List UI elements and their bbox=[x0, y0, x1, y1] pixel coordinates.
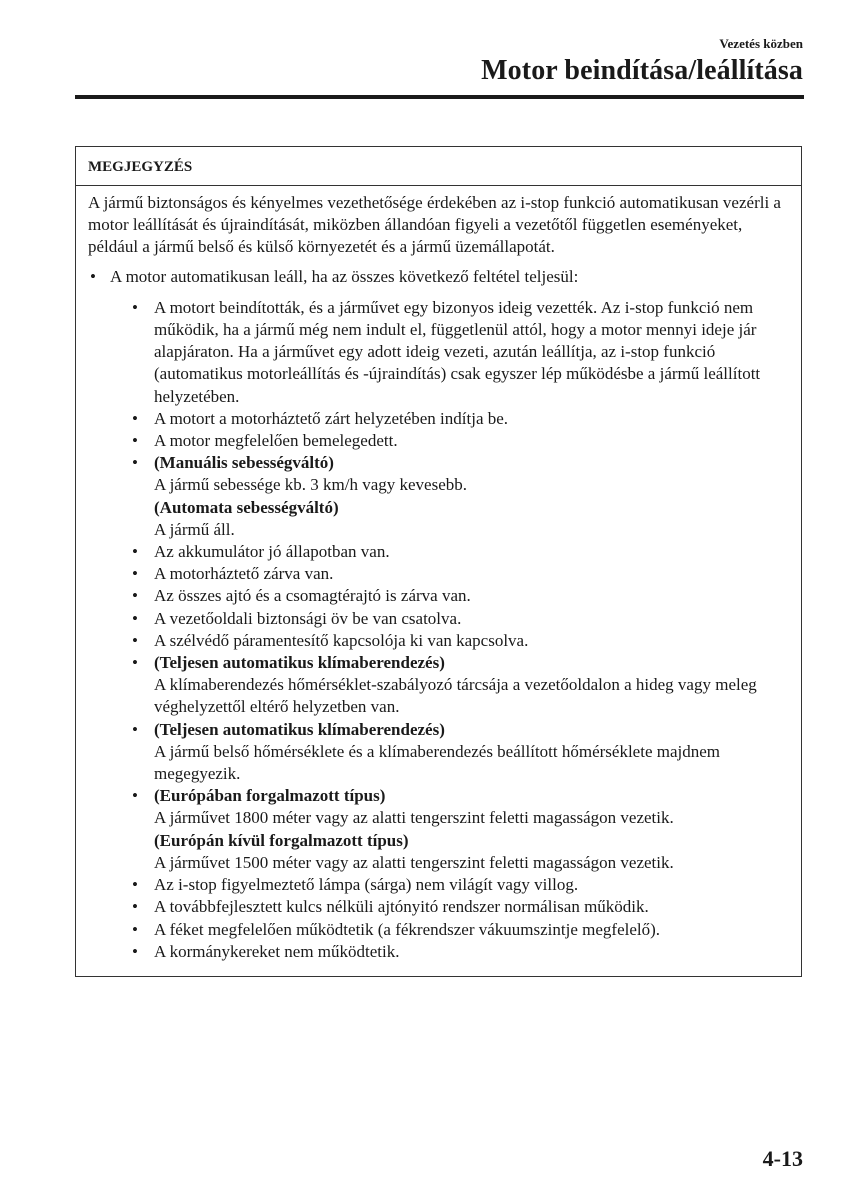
main-bullet-text: A motor automatikusan leáll, ha az összes következő feltétel teljesül: bbox=[110, 266, 579, 286]
condition-item bbox=[132, 896, 791, 918]
note-body bbox=[76, 186, 801, 963]
bullet-icon: • bbox=[132, 408, 138, 428]
condition-item bbox=[132, 785, 791, 874]
page-title: Motor beindítása/leállítása bbox=[481, 55, 803, 86]
condition-text: A járművet 1500 méter vagy az alatti tengerszint feletti magasságon vezetik. bbox=[154, 852, 674, 872]
condition-text: A kormánykereket nem működtetik. bbox=[154, 941, 400, 961]
main-bullet-item bbox=[88, 266, 791, 963]
note-intro: A jármű biztonságos és kényelmes vezethetősége érdekében az i-stop funkció automatikusan vezérli a motor leállítását és újraindítását, miközben állandóan figyeli a vezetőtől független eseményeket, például a jármű belső és külső környezetét és a jármű üzemállapotát. bbox=[88, 193, 781, 257]
condition-item bbox=[132, 297, 791, 408]
bullet-icon: • bbox=[132, 608, 138, 628]
bullet-icon: • bbox=[132, 297, 138, 317]
page-number: 4-13 bbox=[762, 1146, 803, 1171]
condition-subheading: (Teljesen automatikus klímaberendezés) bbox=[154, 653, 445, 673]
condition-text: A motort beindították, és a járművet egy bizonyos ideig vezették. Az i-stop funkció nem működik, ha a jármű még nem indult el, függetlenül attól, hogy a motor mennyi ideje jár alapjáraton. Ha a járművet egy adott ideig vezeti, azután leállítja, az i-stop funkció (automatikus motorleállítás és -újraindítás) csak egyszer lép működésbe a jármű leállított helyzetében. bbox=[154, 297, 761, 406]
note-box bbox=[75, 146, 802, 977]
bullet-icon: • bbox=[132, 453, 138, 473]
bullet-icon: • bbox=[132, 630, 138, 650]
bullet-icon: • bbox=[132, 719, 138, 739]
condition-item bbox=[132, 874, 791, 896]
bullet-icon: • bbox=[132, 542, 138, 562]
bullet-icon: • bbox=[132, 586, 138, 606]
condition-item bbox=[132, 541, 791, 563]
condition-text: A jármű belső hőmérséklete és a klímaberendezés beállított hőmérséklete majdnem megegyezik. bbox=[154, 741, 720, 784]
condition-subheading: (Európában forgalmazott típus) bbox=[154, 786, 386, 806]
condition-text: A motor megfelelően bemelegedett. bbox=[154, 431, 398, 451]
condition-text: Az i-stop figyelmeztető lámpa (sárga) nem világít vagy villog. bbox=[154, 875, 579, 895]
condition-subheading: (Manuális sebességváltó) bbox=[154, 453, 334, 473]
condition-item bbox=[132, 585, 791, 607]
title-rule bbox=[75, 95, 804, 99]
bullet-icon: • bbox=[90, 266, 96, 286]
condition-text: A motorháztető zárva van. bbox=[154, 564, 334, 584]
condition-item bbox=[132, 630, 791, 652]
condition-text: A jármű áll. bbox=[154, 519, 235, 539]
note-heading: MEGJEGYZÉS bbox=[76, 147, 801, 186]
condition-text: A motort a motorháztető zárt helyzetében indítja be. bbox=[154, 408, 509, 428]
condition-text: Az akkumulátor jó állapotban van. bbox=[154, 542, 390, 562]
bullet-icon: • bbox=[132, 786, 138, 806]
condition-item bbox=[132, 563, 791, 585]
condition-item bbox=[132, 608, 791, 630]
bullet-icon: • bbox=[132, 919, 138, 939]
condition-subheading: (Teljesen automatikus klímaberendezés) bbox=[154, 719, 445, 739]
condition-item bbox=[132, 452, 791, 541]
condition-text: A továbbfejlesztett kulcs nélküli ajtónyitó rendszer normálisan működik. bbox=[154, 897, 649, 917]
condition-text: A jármű sebessége kb. 3 km/h vagy kevesebb. bbox=[154, 475, 468, 495]
bullet-icon: • bbox=[132, 875, 138, 895]
condition-subheading: (Európán kívül forgalmazott típus) bbox=[154, 830, 409, 850]
bullet-icon: • bbox=[132, 653, 138, 673]
condition-text: A féket megfelelően működtetik (a fékrendszer vákuumszintje megfelelő). bbox=[154, 919, 661, 939]
section-header: Vezetés közben bbox=[719, 36, 803, 51]
condition-item bbox=[132, 719, 791, 786]
condition-item bbox=[132, 652, 791, 719]
condition-list bbox=[110, 297, 791, 963]
bullet-icon: • bbox=[132, 941, 138, 961]
condition-text: A szélvédő páramentesítő kapcsolója ki van kapcsolva. bbox=[154, 630, 529, 650]
condition-subheading: (Automata sebességváltó) bbox=[154, 497, 339, 517]
condition-item bbox=[132, 941, 791, 963]
condition-text: A vezetőoldali biztonsági öv be van csatolva. bbox=[154, 608, 462, 628]
condition-text: Az összes ajtó és a csomagtérajtó is zárva van. bbox=[154, 586, 471, 606]
bullet-icon: • bbox=[132, 564, 138, 584]
condition-item bbox=[132, 408, 791, 430]
bullet-icon: • bbox=[132, 431, 138, 451]
condition-text: A járművet 1800 méter vagy az alatti tengerszint feletti magasságon vezetik. bbox=[154, 808, 674, 828]
condition-item bbox=[132, 430, 791, 452]
condition-text: A klímaberendezés hőmérséklet-szabályozó tárcsája a vezetőoldalon a hideg vagy meleg véghelyzettől eltérő helyzetben van. bbox=[154, 675, 757, 717]
condition-item bbox=[132, 919, 791, 941]
bullet-icon: • bbox=[132, 897, 138, 917]
